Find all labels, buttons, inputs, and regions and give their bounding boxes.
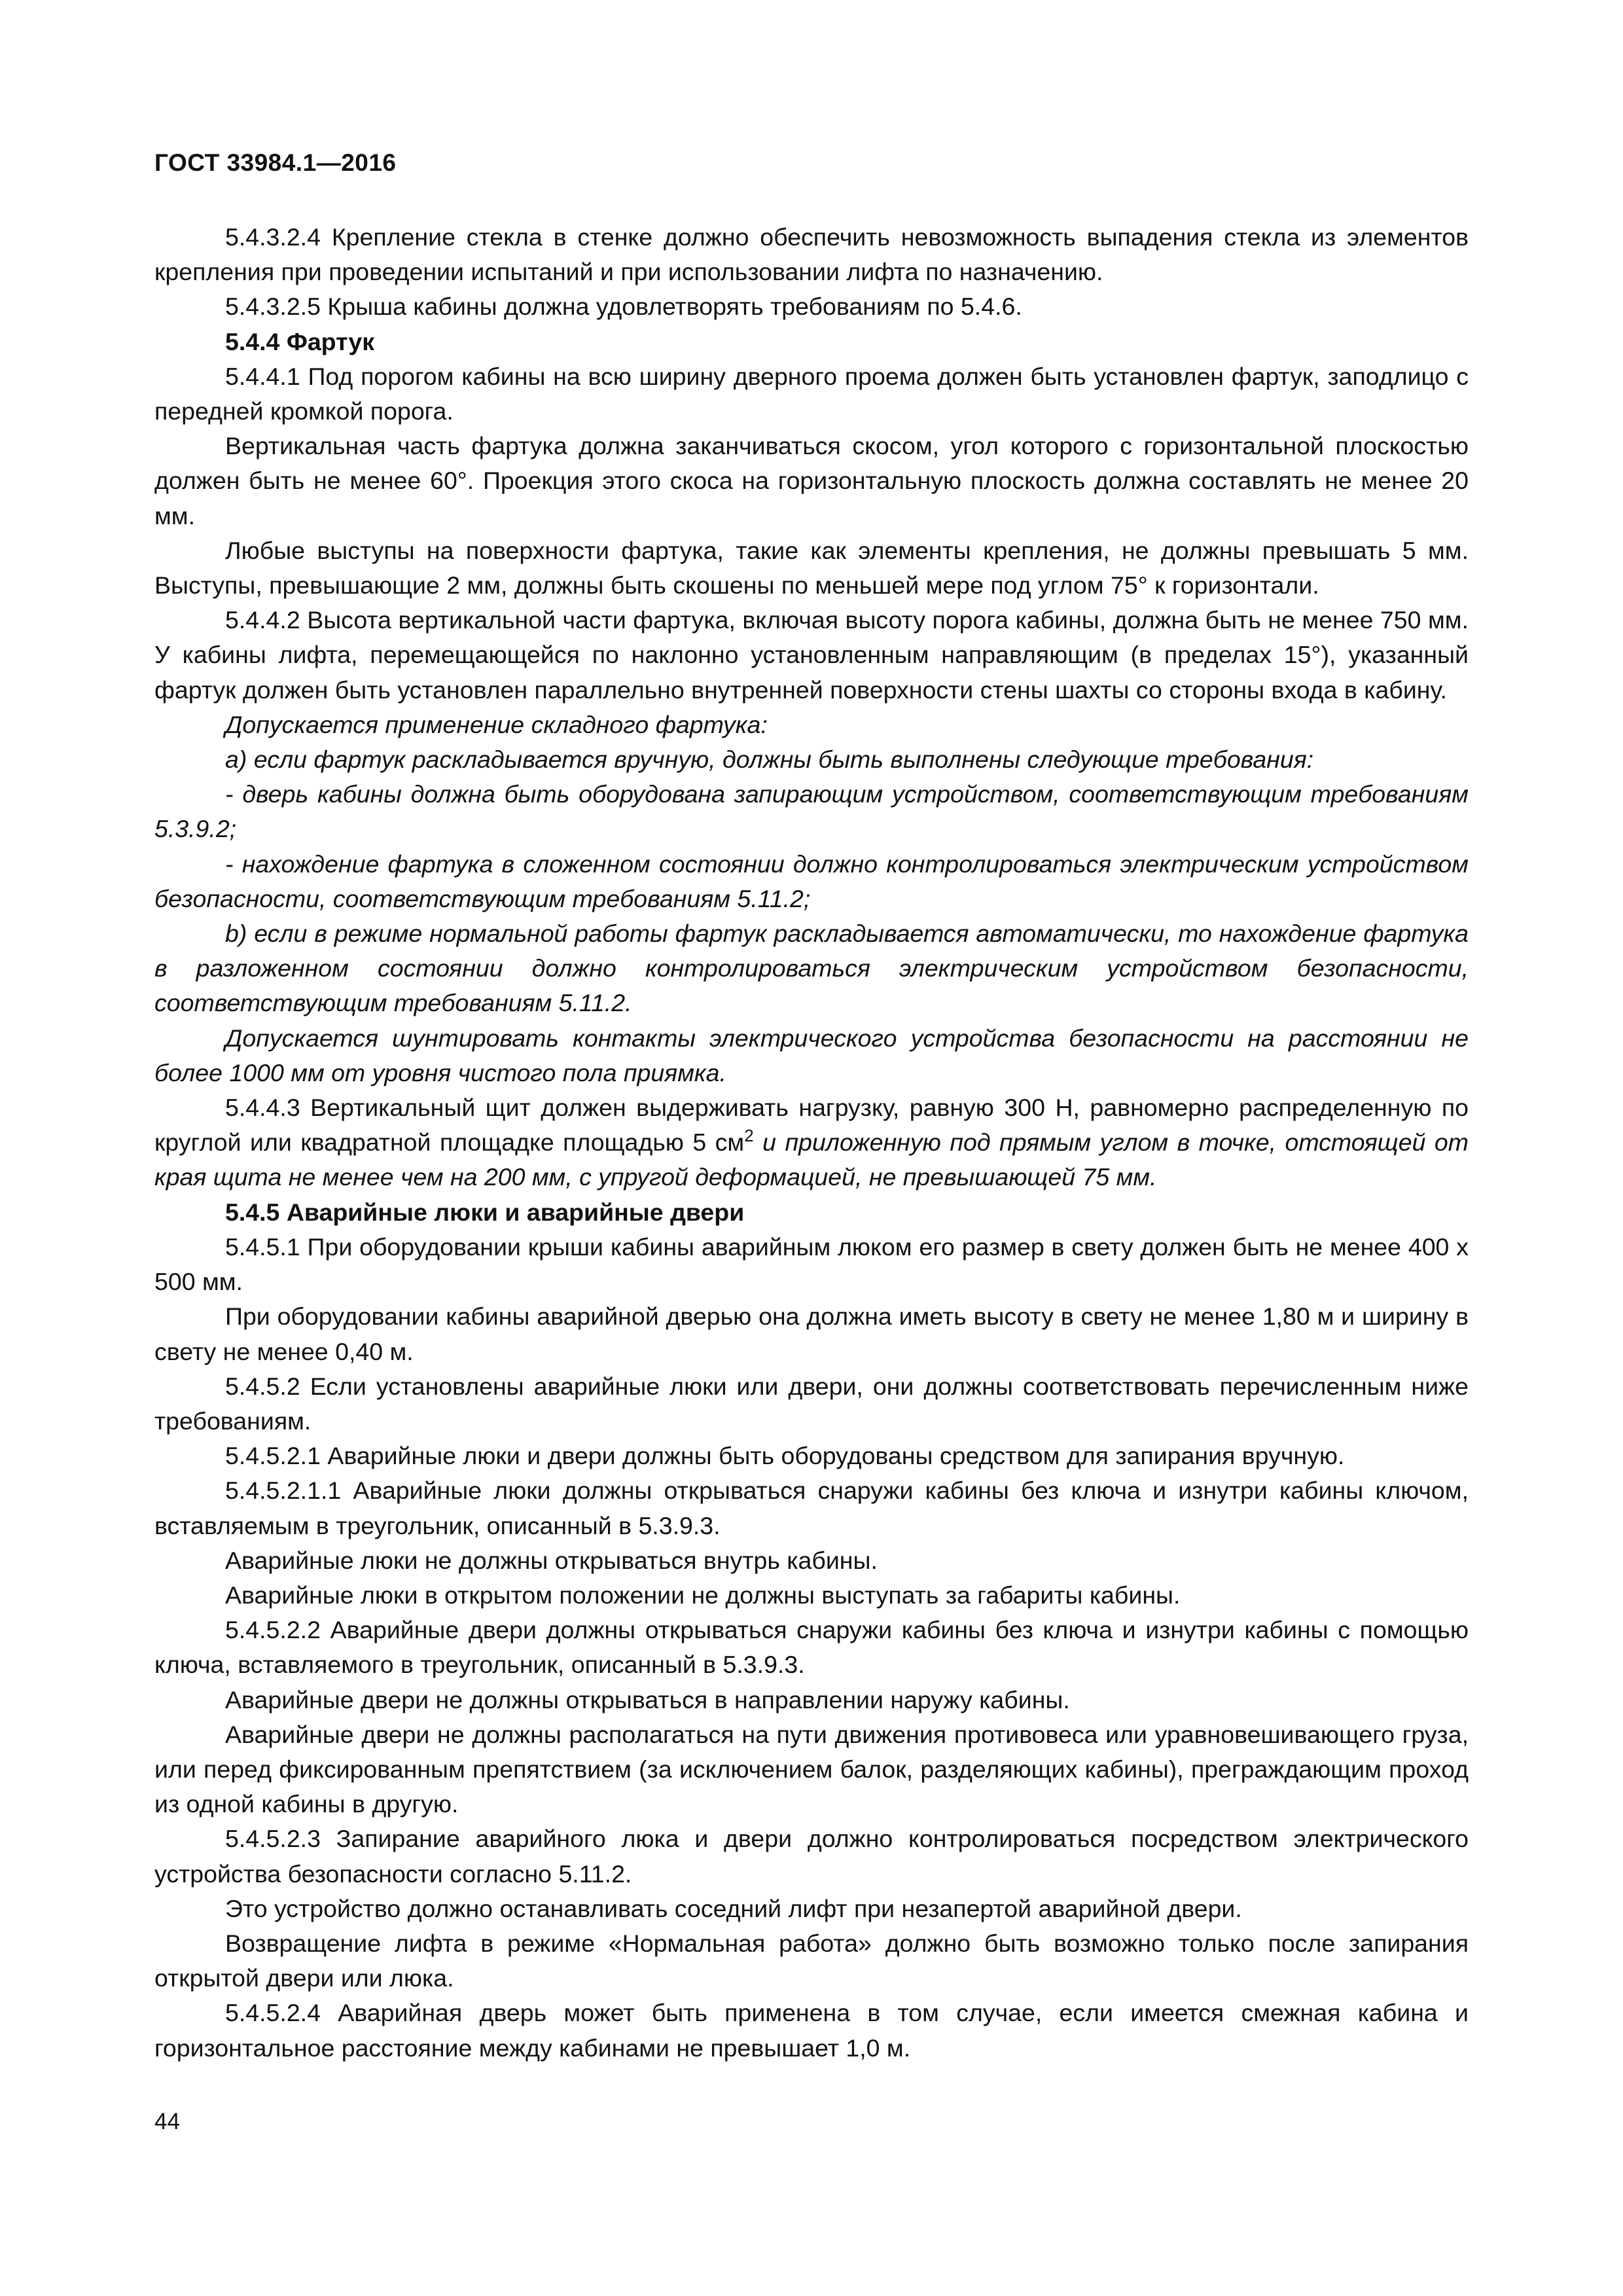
paragraph-5-4-5-1: 5.4.5.1 При оборудовании крыши кабины аварийным люком его размер в свету должен быть не менее 400 х 500 мм.	[154, 1232, 1469, 1296]
paragraph-shunt: Допускается шунтировать контакты электрического устройства безопасности на расстоянии не более 1000 мм от уровня чистого пола приямка.	[154, 1024, 1469, 1086]
paragraph-5-4-3-2-5: 5.4.3.2.5 Крыша кабины должна удовлетворять требованиям по 5.4.6.	[225, 293, 1022, 321]
document-header: ГОСТ 33984.1—2016	[154, 149, 397, 176]
paragraph-door-outward: Аварийные двери не должны открываться в направлении наружу кабины.	[225, 1685, 1070, 1713]
paragraph-5-4-5-2-1: 5.4.5.2.1 Аварийные люки и двери должны быть оборудованы средством для запирания вручную.	[225, 1442, 1345, 1470]
paragraph-5-4-5-2-2: 5.4.5.2.2 Аварийные двери должны открываться снаружи кабины без ключа и изнутри кабины с помощью ключа, вставляемого в треугольник, описанный в 5.3.9.3.	[154, 1616, 1469, 1679]
paragraph-stop-adjacent: Это устройство должно останавливать соседний лифт при незапертой аварийной двери.	[225, 1894, 1242, 1922]
paragraph-5-4-3-2-4: 5.4.3.2.4 Крепление стекла в стенке должно обеспечить невозможность выпадения стекла из элементов крепления при проведении испытаний и при использовании лифта по назначению.	[154, 223, 1469, 286]
paragraph-5-4-5-2-4: 5.4.5.2.4 Аварийная дверь может быть применена в том случае, если имеется смежная кабина и горизонтальное расстояние между кабинами не превышает 1,0 м.	[154, 1999, 1469, 2062]
paragraph-5-4-4-3	[154, 1090, 1469, 1195]
page-number: 44	[154, 2109, 180, 2134]
paragraph-hatch-open: Аварийные люки в открытом положении не должны выступать за габариты кабины.	[225, 1581, 1181, 1609]
paragraph-protrusions: Любые выступы на поверхности фартука, такие как элементы крепления, не должны превышать 5 мм. Выступы, превышающие 2 мм, должны быть скошены по меньшей мере под углом 75° к горизонтали.	[154, 536, 1469, 600]
paragraph-door-location: Аварийные двери не должны располагаться на пути движения противовеса или уравновешивающего груза, или перед фиксированным препятствием (за исключением балок, разделяющих кабины), преграждающим проход из одной кабины в другую.	[154, 1720, 1469, 1818]
list-item-a-1: - дверь кабины должна быть оборудована запирающим устройством, соответствующим требованиям 5.3.9.2;	[154, 780, 1469, 843]
paragraph-hatch-inward: Аварийные люки не должны открываться внутрь кабины.	[225, 1546, 878, 1574]
paragraph-5-4-5-2-1-1: 5.4.5.2.1.1 Аварийные люки должны открываться снаружи кабины без ключа и изнутри кабины ключом, вставляемым в треугольник, описанный в 5.3.9.3.	[154, 1477, 1469, 1539]
paragraph-5-4-5-2-3: 5.4.5.2.3 Запирание аварийного люка и двери должно контролироваться посредством электрического устройства безопасности согласно 5.11.2.	[154, 1825, 1469, 1888]
paragraph-5-4-4-2: 5.4.4.2 Высота вертикальной части фартука, включая высоту порога кабины, должна быть не менее 750 мм. У кабины лифта, перемещающейся по наклонно установленным направляющим (в пределах 15°), указанный фартук должен быть установлен параллельно внутренней поверхности стены шахты со стороны входа в кабину.	[154, 606, 1469, 704]
paragraph-5-4-4-3-part1: 5.4.4.3 Вертикальный щит должен выдерживать нагрузку, равную 300 Н, равномерно распределенную по круглой или квадратной площадке площадью 5 см	[154, 1094, 1469, 1157]
paragraph-bevel: Вертикальная часть фартука должна заканчиваться скосом, угол которого с горизонтальной плоскостью должен быть не менее 60°. Проекция этого скоса на горизонтальную плоскость должна составлять не менее 20 мм.	[154, 432, 1469, 529]
paragraph-5-4-4-1: 5.4.4.1 Под порогом кабины на всю ширину дверного проема должен быть установлен фартук, заподлицо с передней кромкой порога.	[154, 362, 1469, 425]
paragraph-5-4-4-3-part2: и приложенную под прямым углом в точке, отстоящей от края щита не менее чем на 200 мм, с упругой деформацией, не превышающей 75 мм.	[154, 1128, 1469, 1191]
list-item-a: а) если фартук раскладывается вручную, должны быть выполнены следующие требования:	[225, 745, 1314, 774]
paragraph-folding-apron: Допускается применение складного фартука:	[225, 710, 768, 738]
paragraph-emergency-door-size: При оборудовании кабины аварийной дверью она должна иметь высоту в свету не менее 1,80 м и ширину в свету не менее 0,40 м.	[154, 1302, 1469, 1365]
section-heading-5-4-4: 5.4.4 Фартук	[225, 327, 375, 355]
paragraph-return-normal: Возвращение лифта в режиме «Нормальная работа» должно быть возможно только после запирания открытой двери или люка.	[154, 1929, 1469, 1992]
superscript-2: 2	[744, 1126, 754, 1146]
list-item-a-2: - нахождение фартука в сложенном состоянии должно контролироваться электрическим устройством безопасности, соответствующим требованиям 5.11.2;	[154, 850, 1469, 912]
document-body	[154, 220, 1469, 2066]
paragraph-5-4-5-2: 5.4.5.2 Если установлены аварийные люки или двери, они должны соответствовать перечисленным ниже требованиям.	[154, 1372, 1469, 1435]
section-heading-5-4-5: 5.4.5 Аварийные люки и аварийные двери	[225, 1198, 745, 1226]
list-item-b: b) если в режиме нормальной работы фартук раскладывается автоматически, то нахождение фартука в разложенном состоянии должно контролироваться электрическим устройством безопасности, соответствующим требованиям 5.11.2.	[154, 920, 1469, 1017]
